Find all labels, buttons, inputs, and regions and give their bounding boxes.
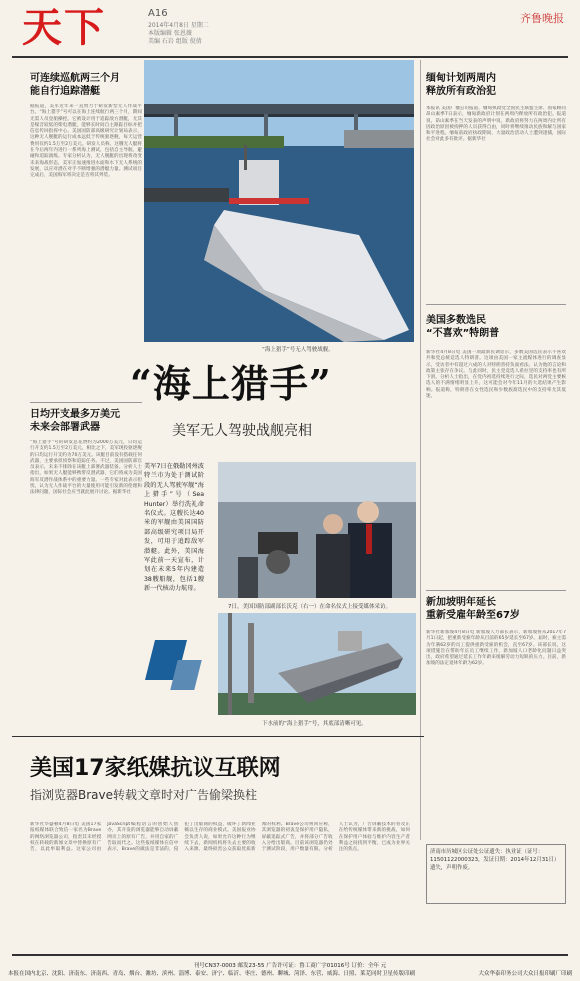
- story2-body: “海上猎手”号的研发总花费约为2000万美元，日均运行开支约1.5万至2万美元，相比之下，美军现役驱逐舰的日均运行开支约为70万美元。该艇目前没有搭载任何武器，主要承担侦察和追踪任务。不过，美国国防部官员表示，未来不排除在该艇上部署武器装备。分析人士指出，如果无人艇能够携带反潜武器，它们将成为美国海军反潜作战体系中的重要力量。一些专家对此表示担忧，认为无人作战平台的大量使用可能引发新的伦理和法律问题，国际社会应当就此展开讨论。据新华社: [30, 440, 142, 496]
- notice-box: 济南市历城区公证处公证遗失：执业证（证号：11501122000323，发证日期：2014年12月31日）遗失，声明作废。: [426, 844, 566, 904]
- footer-line-3: 大众华泰印务公司大众日报印刷厂印刷: [478, 971, 572, 977]
- footer: [0, 960, 580, 981]
- story1-title-2: 能自行追踪潜艇: [30, 86, 100, 97]
- story3-body: 本报讯 美国广播公司报道，缅甸执政党全国民主联盟主席、国家顾问昂山素季7日表示，缅甸新政府计划在两周内释放所有政治犯。报道说，昂山素季在当天发表的声明中说，新政府将努力在两周内让所有因政治原因被拘押的人员获得自由，同时将继续推动民族和解与国家和平进程。缅甸前政府执政期间，大量政治活动人士遭到逮捕，国际社会对此多有批评。据新华社: [426, 106, 566, 143]
- story6-body: 新华社华盛顿4月8日电 美国17家报纸媒体联合致信一家名为Brave的网络浏览器公司，指责其未经授权在转载的新闻文章中替换原有广告，以此牟取利益。这家公司由JavaScript编程语言的创始人创办，其开发的浏览器能够自动屏蔽网页上的原有广告，并用自家的广告取而代之。这些报纸媒体在信中表示，Brave的做法是非法的，侵犯了出版商的权益，破坏了新闻业赖以生存的商业模式。美国报业协会负责人说，如果允许这种行为继续下去，新闻机构将失去主要的收入来源，最终损害公众获取优质新闻的权利。Brave公司则回应称，其浏览器的初衷是保护用户隐私，屏蔽追踪式广告，并将部分广告收入分给出版商。目前该浏览器仍处于测试阶段，用户数量有限。分析人士认为，广告屏蔽技术的普及正在给传统媒体带来新的挑战，如何在保护用户体验与维护内容生产者利益之间找到平衡，已成为业界关注的焦点。: [30, 822, 410, 853]
- section-rule: [12, 736, 424, 737]
- date-line: 2014年4月8日 星期二: [148, 22, 209, 29]
- launch-photo: [218, 613, 416, 715]
- paper-name: 齐鲁晚报: [520, 12, 564, 25]
- footer-line-2: 本报在国内北京、沈阳、济南东、济南西、青岛、烟台、潍坊、滨州、淄博、泰安、济宁、临沂、枣庄、德州、聊城、菏泽、东营、威海、日照、莱芜同时卫星传版印刷: [8, 971, 416, 977]
- divider: [426, 590, 566, 591]
- story3-title-1: 缅甸计划两周内: [426, 73, 496, 84]
- lead-body: 美军7日在俄勒冈州波特兰市为处于测试阶段的无人驾驶军舰“海上猎手”号（Sea Hunter）举行洗礼命名仪式。这艘长达40米的军舰由美国国防部高级研究项目局开发，可用于追踪敌军潜艇。此外，美国海军此前一天宣布，计划在未来5年内建造38艘船舰，包括1艘新一代核动力航母。: [144, 463, 204, 593]
- footer-rule: [12, 954, 568, 956]
- story3-headline: [426, 72, 496, 98]
- officials-photo: [218, 462, 416, 598]
- sea-hunter-photo: [144, 60, 414, 342]
- main-subheadline: 美军无人驾驶战舰亮相: [172, 423, 312, 439]
- photo1-caption: “海上猎手”号无人驾驶战舰。: [262, 347, 334, 353]
- photo3-caption: 下水前的“海上猎手”号，其底部清晰可见。: [262, 721, 367, 727]
- column-divider: [420, 60, 421, 840]
- story6-headline: 美国17家纸媒抗议互联网: [30, 756, 281, 781]
- story4-body: 新华社4月8日电 美国一项最新民调显示，多数美国选民表示不喜欢共和党总统竞选人特朗普。这项由美国一家主流媒体进行的调查显示，受访者中有超过六成的人对特朗普持负面看法，认为他的言论和政策主张存在争议。与此同时，民主党竞选人希拉里的支持率也有所下滑。分析人士指出，在党内初选持续进行之际，选民对两党主要候选人的不满情绪明显上升，这可能会对今年11月的大选结果产生影响。报道称，特朗普在女性选民和少数族裔选民中的支持率尤其低迷。: [426, 350, 566, 400]
- story2-title-1: 日均开支最多万美元: [30, 409, 120, 420]
- story5-title-2: 重新受雇年龄至67岁: [426, 610, 520, 621]
- photo2-caption: 7日，美国国防部副部长沃克（右一）在命名仪式上接受媒体采访。: [228, 604, 392, 610]
- story4-headline: [426, 314, 499, 340]
- story1-title-1: 可连续巡航两三个月: [30, 73, 120, 84]
- story3-title-2: 释放所有政治犯: [426, 86, 496, 97]
- story5-headline: [426, 596, 520, 622]
- story6-subheadline: 指浏览器Brave转载文章时对广告偷梁换柱: [30, 788, 258, 802]
- divider: [426, 304, 566, 305]
- main-headline: “海上猎手”: [130, 361, 332, 406]
- designer-line: 美编 石岩 组版 倪倩: [148, 38, 202, 45]
- story2-headline: [30, 408, 120, 434]
- story1-headline: [30, 72, 120, 98]
- story5-body: 新华社新加坡4月8日电 新加坡人力部长表示，新加坡将从2017年7月1日起，把重新受雇年龄从目前的65岁延长至67岁。届时，雇主需为年满62岁的员工提供重新受雇的机会，直至67岁。该部长说，这项措施旨在帮助年长员工继续工作，新加坡人口老龄化问题日益突出，政府希望通过延长工作年龄来缓解劳动力短缺的压力。目前，新加坡的法定退休年龄为62岁。: [426, 630, 566, 667]
- story2-title-2: 未来会部署武器: [30, 422, 100, 433]
- divider: [30, 402, 142, 403]
- page-number: A16: [148, 8, 168, 19]
- masthead-rule: [12, 56, 568, 58]
- editor-line: 本版编辑 张恩薇: [148, 30, 192, 37]
- masthead-info: [148, 22, 348, 46]
- story4-title-2: “不喜欢”特朗普: [426, 328, 500, 339]
- section-logo: 天下: [22, 4, 106, 51]
- footer-line-1: 刊号CN37-0003 邮发23-55 广告许可证：鲁工商广字01016号 订价：全年 元: [193, 963, 387, 969]
- story4-title-1: 美国多数选民: [426, 315, 486, 326]
- story5-title-1: 新加坡明年延长: [426, 597, 496, 608]
- story1-body: 据报道，美军近年来一直致力于研发新型无人作战平台。“海上猎手”号可以在海上连续航行两三个月，期间无需人员登船操控。它被设计用于追踪敌方潜艇，尤其是噪音较低的柴电潜艇，能够长时间自主跟踪目标并把信息传回指挥中心。美国国防部高级研究计划局表示，这种无人舰艇的运行成本远低于传统驱逐舰，每天运营费用仅约1.5万至2万美元。研发人员称，这艘无人艇将在今后两年内进行一系列海上测试，包括自主导航、避碰和追踪演练。专家分析认为，无人舰艇的出现将改变未来海战形态，美军正加速推进水面和水下无人系统的发展，以应对潜在对手不断增强的潜艇力量。测试项目完成后，美国海军将决定是否将其列装。: [30, 104, 142, 179]
